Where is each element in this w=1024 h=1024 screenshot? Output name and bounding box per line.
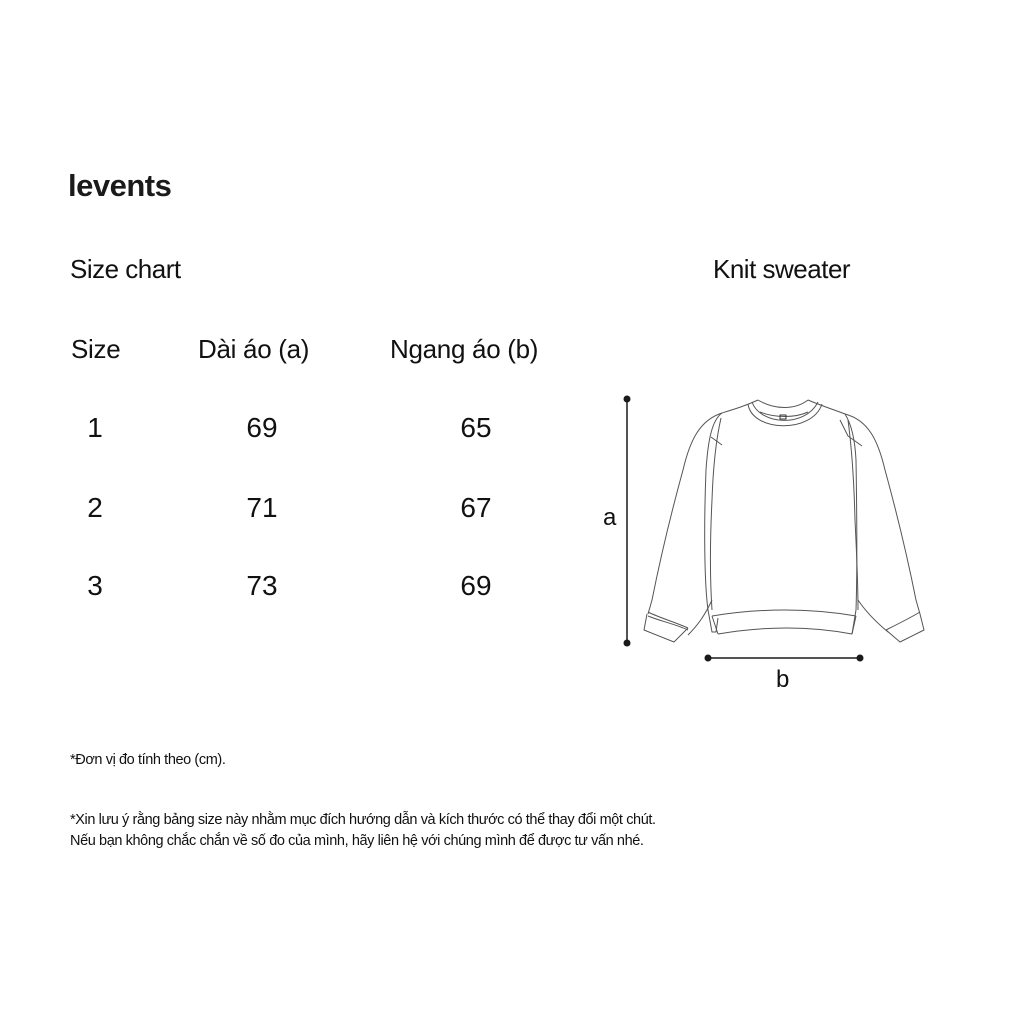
cell-width: 69	[460, 570, 492, 601]
unit-note: *Đơn vị đo tính theo (cm).	[70, 752, 226, 768]
dimension-b-line	[705, 655, 863, 661]
product-name: Knit sweater	[713, 254, 851, 284]
cell-width: 65	[460, 412, 492, 443]
header-length: Dài áo (a)	[198, 334, 310, 364]
section-title: Size chart	[70, 254, 181, 284]
cell-size: 1	[87, 412, 103, 443]
header-size: Size	[71, 334, 121, 364]
header-width: Ngang áo (b)	[390, 334, 539, 364]
cell-size: 3	[87, 570, 103, 601]
sweater-outline-icon	[644, 400, 924, 642]
cell-length: 73	[246, 570, 278, 601]
disclaimer-line-1: *Xin lưu ý rằng bảng size này nhằm mục đích hướng dẫn và kích thước có thể thay đổi một chút.	[70, 812, 656, 828]
cell-length: 71	[246, 492, 278, 523]
cell-size: 2	[87, 492, 103, 523]
cell-width: 67	[460, 492, 492, 523]
dimension-b-label: b	[776, 666, 790, 693]
disclaimer-line-2: Nếu bạn không chắc chắn về số đo của mình, hãy liên hệ với chúng mình để được tư vấn nhé.	[70, 833, 644, 849]
dimension-a-label: a	[603, 504, 617, 531]
brand-logo: levents	[68, 168, 172, 203]
dimension-a-line	[624, 396, 630, 646]
cell-length: 69	[246, 412, 278, 443]
